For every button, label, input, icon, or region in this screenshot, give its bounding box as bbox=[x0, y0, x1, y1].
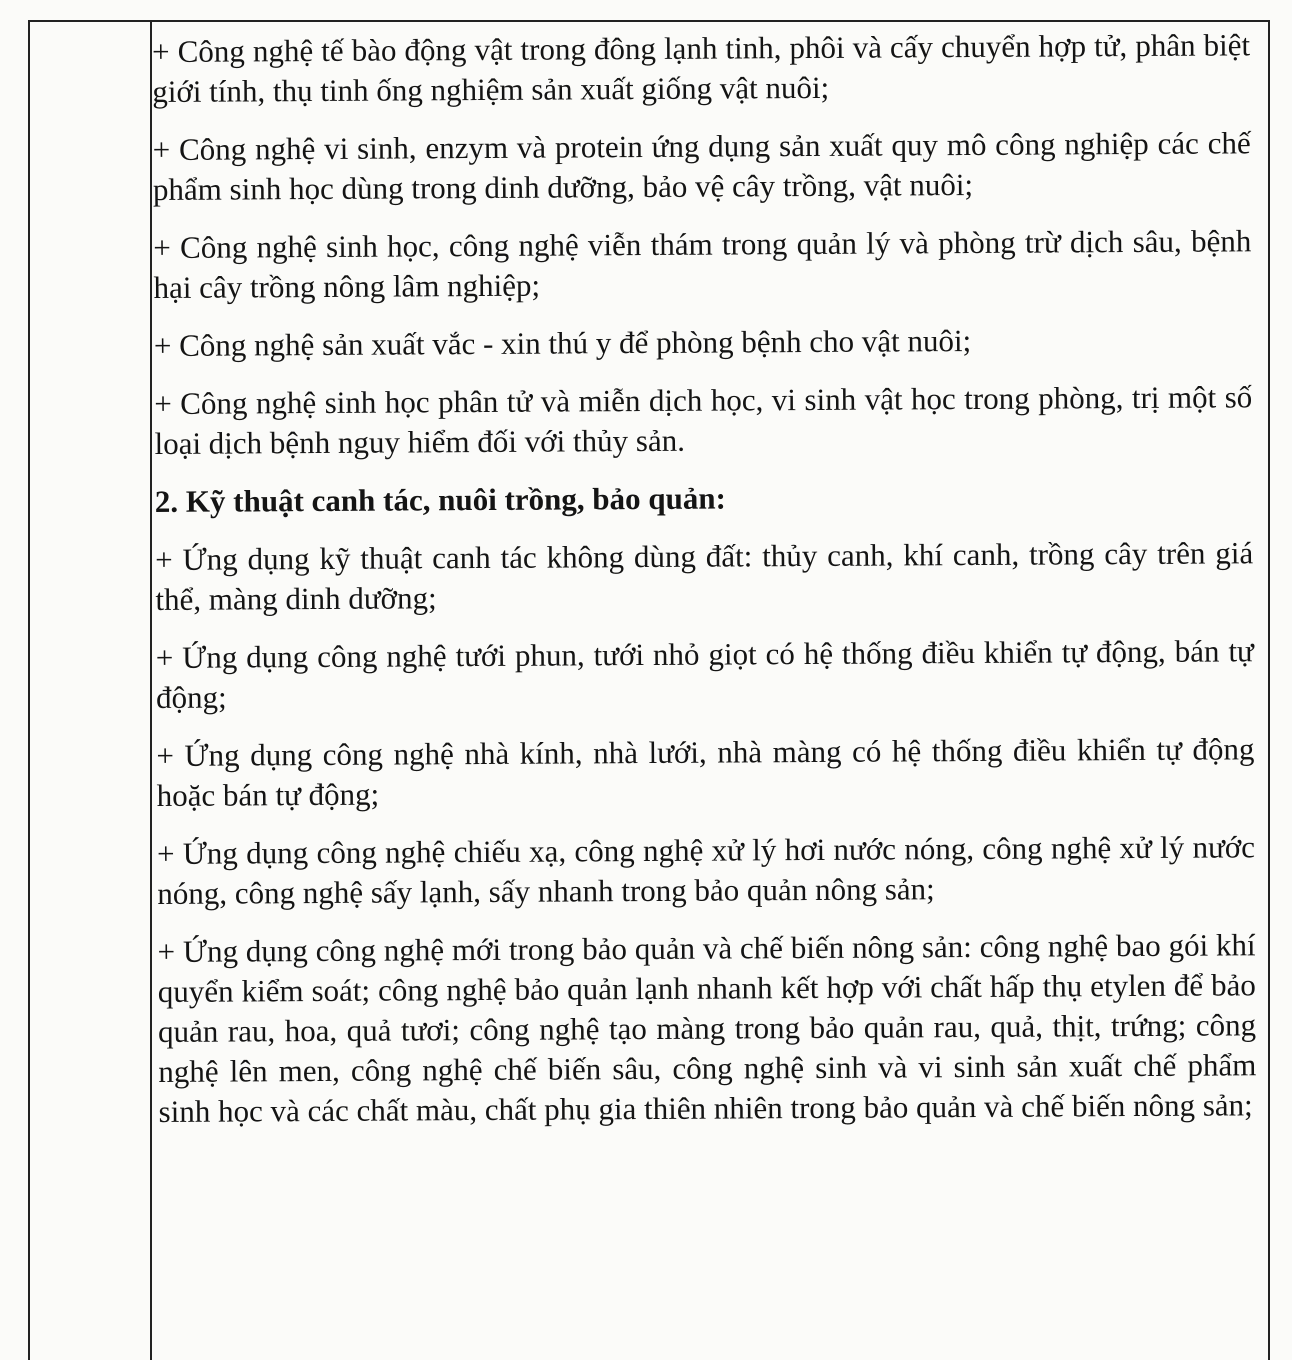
paragraph: + Công nghệ sinh học phân tử và miễn dịch học, vi sinh vật học trong phòng, trị một số loại dịch bệnh nguy hiểm đối với thủy sản. bbox=[154, 379, 1253, 461]
paragraph: + Công nghệ tế bào động vật trong đông lạnh tinh, phôi và cấy chuyển hợp tử, phân biệt giới tính, thụ tinh ống nghiệm sản xuất giống vật nuôi; bbox=[152, 27, 1251, 109]
column-divider bbox=[150, 22, 152, 1360]
paragraph: + Ứng dụng công nghệ mới trong bảo quản và chế biến nông sản: công nghệ bao gói khí quyển kiểm soát; công nghệ bảo quản lạnh nhanh kết hợp với chất hấp thụ etylen để bảo quản rau, hoa, quả tươi; công nghệ tạo màng trong bảo quản rau, quả, thịt, trứng; công nghệ lên men, công nghệ chế biến sâu, công nghệ sinh và vi sinh sản xuất chế phẩm sinh học và các chất màu, chất phụ gia thiên nhiên trong bảo quản và chế biến nông sản; bbox=[157, 927, 1257, 1129]
content-table bbox=[28, 20, 1270, 1360]
paragraph: + Công nghệ sản xuất vắc - xin thú y để phòng bệnh cho vật nuôi; bbox=[153, 323, 972, 363]
section-heading: 2. Kỹ thuật canh tác, nuôi trồng, bảo quản: bbox=[154, 480, 726, 519]
paragraph: + Công nghệ sinh học, công nghệ viễn thám trong quản lý và phòng trừ dịch sâu, bệnh hại cây trồng nông lâm nghiệp; bbox=[153, 223, 1252, 305]
paragraph: + Ứng dụng công nghệ tưới phun, tưới nhỏ giọt có hệ thống điều khiển tự động, bán tự động; bbox=[155, 633, 1254, 715]
paragraph: + Công nghệ vi sinh, enzym và protein ứng dụng sản xuất quy mô công nghiệp các chế phẩm sinh học dùng trong dinh dưỡng, bảo vệ cây trồng, vật nuôi; bbox=[152, 125, 1251, 207]
paragraph: + Ứng dụng công nghệ chiếu xạ, công nghệ xử lý hơi nước nóng, công nghệ xử lý nước nóng, công nghệ sấy lạnh, sấy nhanh trong bảo quản nông sản; bbox=[156, 829, 1256, 911]
paragraph: + Ứng dụng kỹ thuật canh tác không dùng đất: thủy canh, khí canh, trồng cây trên giá thể, màng dinh dưỡng; bbox=[155, 535, 1254, 617]
table-content-cell bbox=[152, 25, 1257, 1150]
paragraph: + Ứng dụng công nghệ nhà kính, nhà lưới, nhà màng có hệ thống điều khiển tự động hoặc bán tự động; bbox=[156, 731, 1255, 813]
